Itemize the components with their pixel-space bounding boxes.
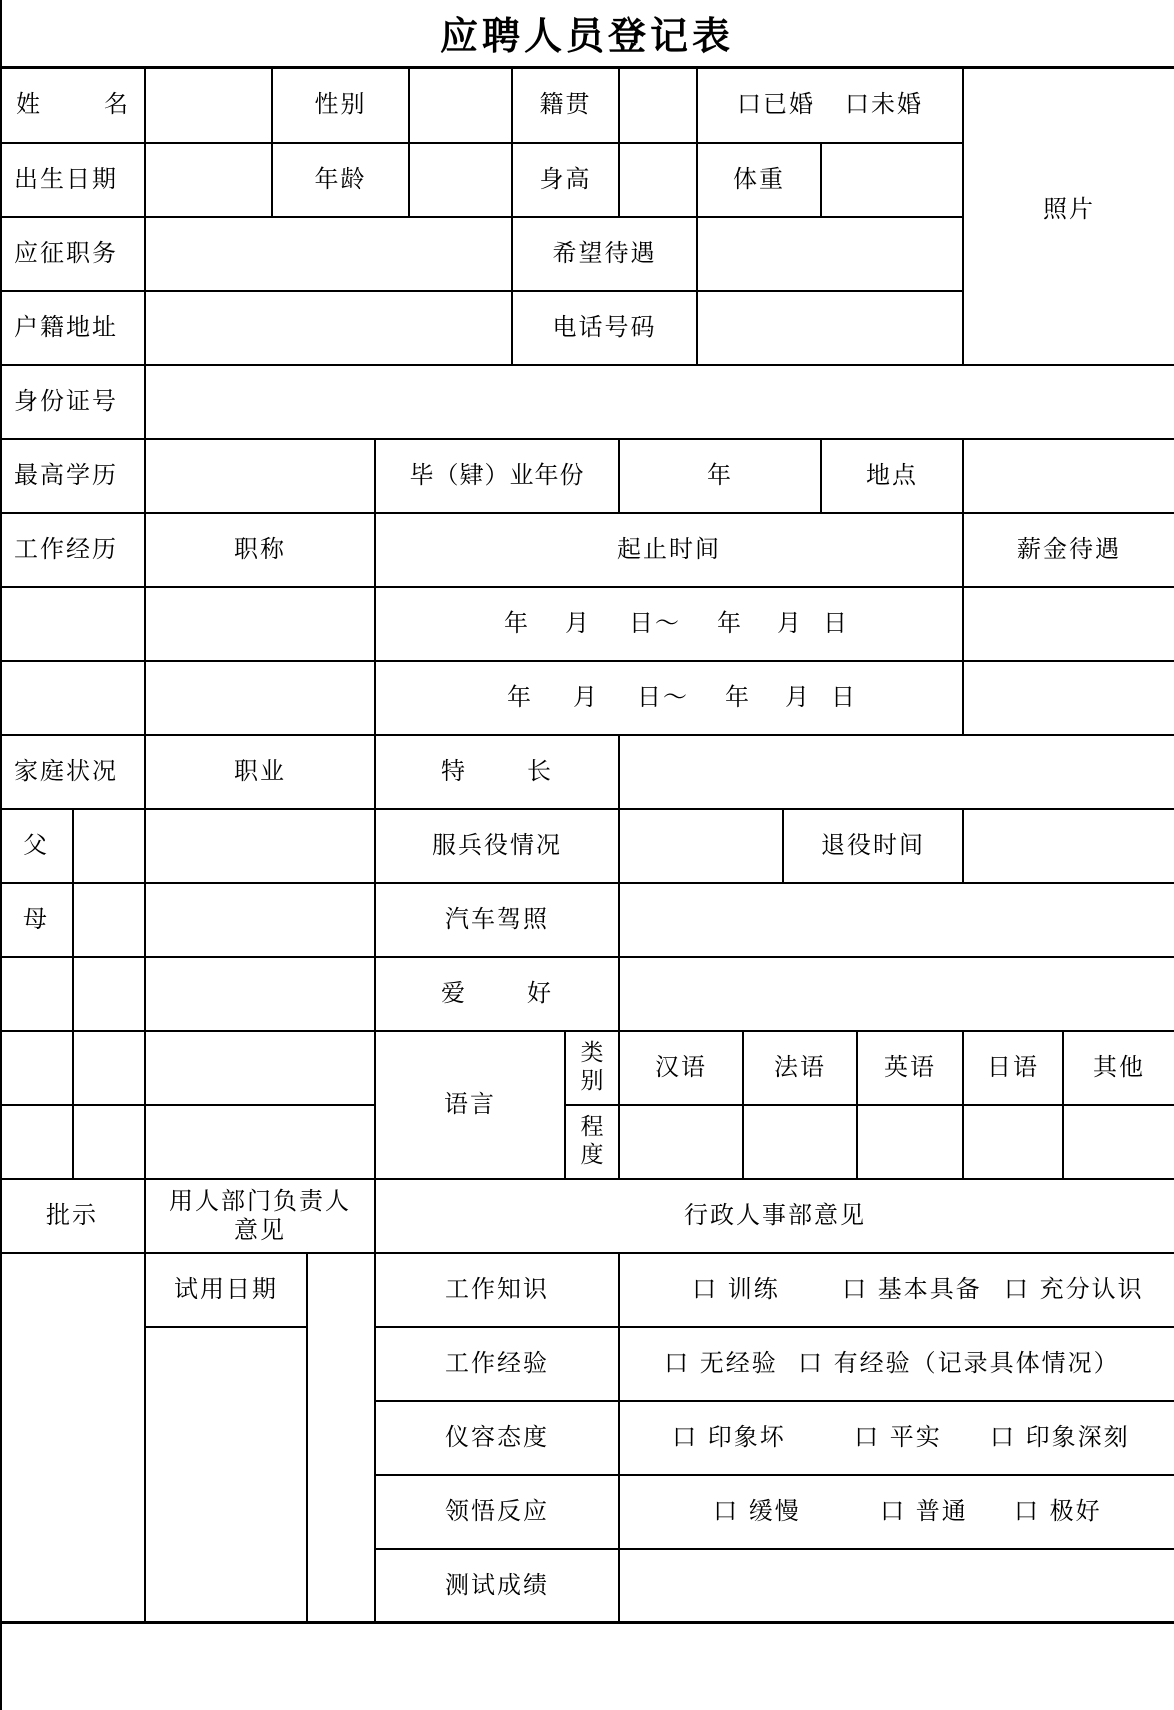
year-unit: 年 — [707, 461, 733, 490]
trial-date-label: 试用日期 — [174, 1275, 278, 1304]
option-excellent[interactable]: 口 极好 — [1014, 1497, 1102, 1526]
category-char-2: 别 — [580, 1068, 604, 1094]
native-place-field[interactable] — [620, 68, 696, 142]
work-row-1-period[interactable] — [376, 588, 962, 660]
dept-opinion-line-2: 意见 — [234, 1216, 286, 1244]
date-2-day1: 日～ — [637, 683, 689, 712]
trial-date-field[interactable] — [308, 1254, 374, 1622]
family-row-3-occupation[interactable] — [146, 958, 374, 1030]
period-column: 起止时间 — [617, 535, 721, 564]
option-normal[interactable]: 口 普通 — [880, 1497, 968, 1526]
dept-opinion-line-1: 用人部门负责人 — [169, 1187, 351, 1216]
category-char-1: 类 — [580, 1040, 604, 1067]
name-label — [0, 68, 144, 142]
option-deep-impression[interactable]: 口 印象深刻 — [990, 1423, 1130, 1452]
phone-label: 电话号码 — [552, 313, 657, 342]
position-field[interactable] — [146, 218, 511, 290]
military-service-field[interactable] — [620, 810, 782, 882]
name-label-char-2: 名 — [104, 90, 130, 119]
level-char-1: 程 — [580, 1114, 604, 1141]
education-field[interactable] — [146, 440, 374, 512]
age-field[interactable] — [410, 144, 511, 216]
age-label: 年龄 — [314, 165, 367, 194]
language-category-label — [566, 1032, 618, 1104]
family-row-3-relation[interactable] — [0, 958, 72, 1030]
option-basic[interactable]: 口 基本具备 — [842, 1275, 982, 1304]
date-1-day1: 日～ — [629, 609, 681, 638]
father-occupation-field[interactable] — [146, 810, 374, 882]
place-label: 地点 — [866, 461, 918, 490]
option-no-experience[interactable]: 口 无经验 — [664, 1349, 778, 1378]
french-level-field[interactable] — [744, 1106, 856, 1178]
level-char-2: 度 — [580, 1142, 604, 1168]
name-label-char-1: 姓 — [16, 90, 42, 119]
form-title: 应聘人员登记表 — [439, 13, 734, 58]
date-2-month2: 月 — [785, 683, 811, 712]
father-label: 父 — [23, 831, 49, 860]
date-1-year2: 年 — [717, 609, 743, 638]
comprehension-options — [620, 1476, 1174, 1548]
graduation-year-field[interactable] — [620, 440, 820, 512]
work-row-2-salary[interactable] — [964, 662, 1174, 734]
work-row-1-salary[interactable] — [964, 588, 1174, 660]
hobby-label — [376, 958, 618, 1030]
work-row-2-period[interactable] — [376, 662, 962, 734]
appearance-label: 仪容态度 — [445, 1423, 549, 1452]
date-2-year2: 年 — [725, 683, 751, 712]
work-row-2-title[interactable] — [146, 662, 374, 734]
expected-salary-label: 希望待遇 — [552, 239, 657, 268]
weight-label: 体重 — [733, 165, 785, 194]
dept-opinion-label — [146, 1180, 374, 1252]
mother-label: 母 — [23, 905, 49, 934]
option-slow[interactable]: 口 缓慢 — [713, 1497, 801, 1526]
mother-occupation-field[interactable] — [146, 884, 374, 956]
gender-label: 性别 — [314, 90, 367, 119]
position-label: 应征职务 — [14, 239, 118, 268]
option-bad-impression[interactable]: 口 印象坏 — [672, 1423, 786, 1452]
place-field[interactable] — [964, 440, 1174, 512]
driving-license-field[interactable] — [620, 884, 1174, 956]
family-row-5-relation[interactable] — [0, 1106, 72, 1178]
birth-date-label: 出生日期 — [14, 165, 118, 194]
family-row-3-name[interactable] — [74, 958, 144, 1030]
appearance-options — [620, 1402, 1174, 1474]
work-history-label: 工作经历 — [14, 535, 118, 564]
specialty-char-1: 特 — [441, 757, 467, 786]
dept-opinion-field[interactable] — [146, 1328, 306, 1622]
work-experience-options — [620, 1328, 1174, 1400]
household-address-label: 户籍地址 — [14, 313, 118, 342]
date-2-year1: 年 — [507, 683, 533, 712]
family-row-5-name[interactable] — [74, 1106, 144, 1178]
language-other: 其他 — [1093, 1053, 1145, 1082]
comprehension-label: 领悟反应 — [445, 1497, 549, 1526]
occupation-column: 职业 — [234, 757, 286, 786]
option-full[interactable]: 口 充分认识 — [1004, 1275, 1144, 1304]
expected-salary-field[interactable] — [698, 218, 962, 290]
language-chinese: 汉语 — [655, 1053, 707, 1082]
date-2-month1: 月 — [573, 683, 599, 712]
hr-opinion-label: 行政人事部意见 — [684, 1201, 866, 1230]
discharge-time-label: 退役时间 — [821, 831, 925, 860]
specialty-field[interactable] — [620, 736, 1174, 808]
discharge-time-field[interactable] — [964, 810, 1174, 882]
approval-label: 批示 — [46, 1201, 98, 1230]
work-knowledge-label: 工作知识 — [445, 1275, 549, 1304]
work-experience-label: 工作经验 — [445, 1349, 549, 1378]
father-name-field[interactable] — [74, 810, 144, 882]
gender-field[interactable] — [410, 68, 511, 142]
job-title-column: 职称 — [234, 535, 286, 564]
japanese-level-field[interactable] — [964, 1106, 1062, 1178]
photo-label: 照片 — [1043, 195, 1095, 224]
language-english: 英语 — [884, 1053, 936, 1082]
military-service-label: 服兵役情况 — [432, 831, 562, 860]
unmarried-checkbox[interactable]: 口未婚 — [845, 90, 923, 119]
hobby-field[interactable] — [620, 958, 1174, 1030]
hobby-char-2: 好 — [527, 979, 553, 1008]
option-has-experience[interactable]: 口 有经验（记录具体情况） — [798, 1349, 1120, 1378]
work-knowledge-options — [620, 1254, 1174, 1326]
married-checkbox[interactable]: 口已婚 — [737, 90, 815, 119]
family-row-4-occupation[interactable] — [146, 1032, 374, 1104]
chinese-level-field[interactable] — [620, 1106, 742, 1178]
birth-date-field[interactable] — [146, 144, 271, 216]
native-place-label: 籍贯 — [539, 90, 592, 119]
work-row-2-blank[interactable] — [0, 662, 144, 734]
date-1-year1: 年 — [504, 609, 530, 638]
language-level-label — [566, 1106, 618, 1178]
household-address-field[interactable] — [146, 292, 511, 364]
date-1-day2: 日 — [823, 609, 849, 638]
weight-field[interactable] — [822, 144, 962, 216]
phone-field[interactable] — [698, 292, 962, 364]
family-status-label: 家庭状况 — [14, 757, 118, 786]
salary-column: 薪金待遇 — [1017, 535, 1121, 564]
family-row-4-relation[interactable] — [0, 1032, 72, 1104]
test-score-field[interactable] — [620, 1550, 1174, 1622]
id-number-label: 身份证号 — [14, 387, 118, 416]
option-training[interactable]: 口 训练 — [692, 1275, 780, 1304]
graduation-year-label: 毕（肄）业年份 — [409, 461, 585, 490]
language-japanese: 日语 — [987, 1053, 1039, 1082]
date-1-month1: 月 — [565, 609, 591, 638]
name-field[interactable] — [146, 68, 271, 142]
approval-field[interactable] — [0, 1254, 144, 1622]
marital-status-options — [698, 68, 962, 142]
option-plain[interactable]: 口 平实 — [854, 1423, 942, 1452]
date-2-day2: 日 — [831, 683, 857, 712]
photo-box[interactable] — [964, 68, 1174, 364]
test-score-label: 测试成绩 — [445, 1571, 549, 1600]
work-row-1-blank[interactable] — [0, 588, 144, 660]
mother-name-field[interactable] — [74, 884, 144, 956]
hobby-char-1: 爱 — [441, 979, 467, 1008]
language-french: 法语 — [774, 1053, 826, 1082]
specialty-label — [376, 736, 618, 808]
height-field[interactable] — [620, 144, 696, 216]
driving-license-label: 汽车驾照 — [445, 905, 549, 934]
family-row-5-occupation[interactable] — [146, 1106, 374, 1178]
education-label: 最高学历 — [14, 461, 118, 490]
language-label: 语言 — [444, 1090, 496, 1119]
specialty-char-2: 长 — [527, 757, 553, 786]
other-level-field[interactable] — [1064, 1106, 1174, 1178]
english-level-field[interactable] — [858, 1106, 962, 1178]
family-row-4-name[interactable] — [74, 1032, 144, 1104]
work-row-1-title[interactable] — [146, 588, 374, 660]
date-1-month2: 月 — [777, 609, 803, 638]
id-number-field[interactable] — [146, 366, 1174, 438]
height-label: 身高 — [539, 165, 592, 194]
